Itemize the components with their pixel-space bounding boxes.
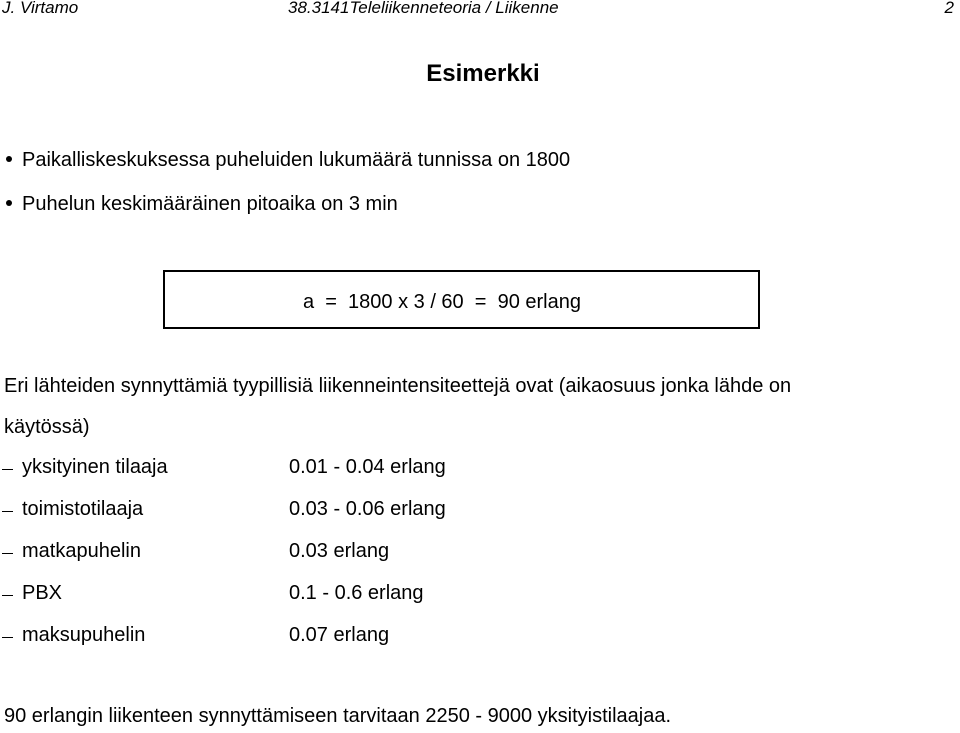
bullet-text: Paikalliskeskuksessa puheluiden lukumäärä tunnissa on 1800 xyxy=(22,149,571,171)
formula-text: a = 1800 x 3 / 60 = 90 erlang xyxy=(303,291,581,313)
dash-icon xyxy=(2,511,13,512)
intro-text-line-1: Eri lähteiden synnyttämiä tyypillisiä liikenneintensiteettejä ovat (aikaosuus jonka lähde on xyxy=(4,375,792,397)
dash-icon xyxy=(2,553,13,554)
usage-row xyxy=(0,456,960,484)
usage-type: maksupuhelin xyxy=(22,624,146,646)
page-title: Esimerkki xyxy=(426,60,540,87)
dash-icon xyxy=(2,637,13,638)
bullet-text: Puhelun keskimääräinen pitoaika on 3 min xyxy=(22,193,398,215)
conclusion-text: 90 erlangin liikenteen synnyttämiseen tarvitaan 2250 - 9000 yksityistilaajaa. xyxy=(4,705,672,727)
usage-value: 0.01 - 0.04 erlang xyxy=(289,456,446,478)
bullet-dot-icon xyxy=(6,156,12,162)
page-header xyxy=(0,0,960,22)
usage-type: matkapuhelin xyxy=(22,540,141,562)
bullet-item xyxy=(6,193,398,216)
intro-text-line-2: käytössä) xyxy=(4,416,90,438)
bullet-dot-icon xyxy=(6,200,12,206)
usage-row xyxy=(0,540,960,568)
dash-icon xyxy=(2,469,13,470)
usage-type: toimistotilaaja xyxy=(22,498,144,520)
usage-value: 0.03 erlang xyxy=(289,540,390,562)
formula-box xyxy=(163,270,760,329)
usage-row xyxy=(0,498,960,526)
header-course: 38.3141Teleliikenneteoria / Liikenne xyxy=(288,0,559,17)
usage-row xyxy=(0,624,960,652)
dash-icon xyxy=(2,595,13,596)
usage-type: yksityinen tilaaja xyxy=(22,456,168,478)
header-page-number: 2 xyxy=(944,0,954,17)
usage-type: PBX xyxy=(22,582,63,604)
usage-value: 0.07 erlang xyxy=(289,624,390,646)
header-author: J. Virtamo xyxy=(2,0,79,17)
usage-row xyxy=(0,582,960,610)
usage-value: 0.1 - 0.6 erlang xyxy=(289,582,424,604)
bullet-item xyxy=(6,149,570,172)
usage-value: 0.03 - 0.06 erlang xyxy=(289,498,446,520)
